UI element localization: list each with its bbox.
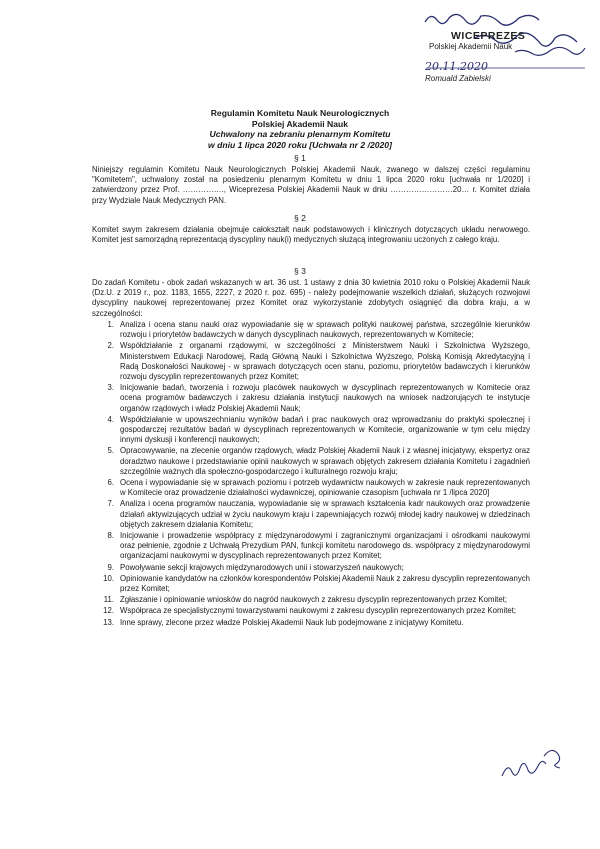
list-item: 5. Opracowywanie, na zlecenie organów rządowych, władz Polskiej Akademii Nauk i z własnej inicjatywy, ekspertyz oraz doradztwo naukowe i przedstawianie opinii naukowych w sprawach objętych zakresem działania Komitetu i zagadnień szczególnie ważnych dla społeczno-gospodarczego i kulturalnego rozwoju kraju; <box>107 446 530 476</box>
margin-initials-signature <box>498 742 568 782</box>
list-item: 6. Ocena i wypowiadanie się w sprawach poziomu i potrzeb wydawnictw naukowych w zakresie nauk reprezentowanych w Komitecie oraz prowadzenie działalności wydawniczej, opiniowanie czasopism [uchwała nr 1 /lipca 2020] <box>107 478 530 498</box>
list-item: 2. Współdziałanie z organami rządowymi, w szczególności z Ministerstwem Nauki i Szkolnictwa Wyższego, Ministerstwem Edukacji Narodowej, Radą Główną Nauki i Szkolnictwa Wyższego, Polską Komisją Akredytacyjną i Radą Doskonałości Naukowej - w sprawach dotyczących ocen stanu, poziomu, priorytetów badawczych i kierunków rozwoju dyscyplin reprezentowanych przez Komitet; <box>107 341 530 382</box>
list-item: 4. Współdziałanie w upowszechnianiu wyników badań i prac naukowych oraz wprowadzaniu do praktyki społecznej i gospodarczej rezultatów badań w dyscyplinach reprezentowanych w Komitecie, organizowanie w tym celu między innymi dyskusji i konferencji naukowych; <box>107 414 530 445</box>
list-item: 3. Inicjowanie badań, tworzenia i rozwoju placówek naukowych w dyscyplinach reprezentowanych w Komitecie oraz ocena programów badawczych i zakresu działania instytucji naukowych na wniosek nadzorujących te instytucje organów rządowych i władz Polskiej Akademii Nauk; <box>107 383 530 413</box>
heading-line-1: Regulamin Komitetu Nauk Neurologicznych <box>210 108 390 118</box>
section-3-title: § 3 <box>294 266 306 276</box>
stamp-organization: Polskiej Akademii Nauk <box>429 42 513 51</box>
heading-line-4: w dniu 1 lipca 2020 roku [Uchwała nr 2 /2020] <box>208 139 392 150</box>
stamp-date: 20.11.2020 <box>425 60 488 73</box>
stamp-title: WICEPREZES <box>451 30 526 42</box>
section-2-text: Komitet swym zakresem działania obejmuje całokształt nauk podstawowych i klinicznych dotyczących układu nerwowego. Komitet jest samorządną reprezentacją dyscypliny nauk(i) medycznych służącą integrowaniu uczonych z całego kraju. <box>92 225 530 245</box>
list-item: 10. Opiniowanie kandydatów na członków korespondentów Polskiej Akademii Nauk z zakresu dyscyplin reprezentowanych przez Komitet; <box>103 573 530 594</box>
list-item: 7. Analiza i ocena programów nauczania, wypowiadanie się w sprawach kształcenia kadr naukowych oraz prowadzenie działań aktywizujących udział w życiu naukowym kraju i zapewniających rozwój młodej kadry naukowej w dziedzinach objętych zakresem działania Komitetu; <box>107 499 530 529</box>
stamp-signatory-name: Romuald Zabielski <box>425 74 491 83</box>
list-item: 11. Zgłaszanie i opiniowanie wniosków do nagród naukowych z zakresu dyscyplin reprezentowanych przez Komitet; <box>103 595 508 605</box>
list-item: 1. Analiza i ocena stanu nauki oraz wypowiadanie się w sprawach polityki naukowej państwa, szczególnie kierunków rozwoju i priorytetów badawczych w danych dyscyplinach naukowych, reprezentowanych w Komitecie; <box>107 320 530 340</box>
list-item: 8. Inicjowanie i prowadzenie współpracy z międzynarodowymi i zagranicznymi organizacjami i ośrodkami naukowymi oraz pełnienie, zgodnie z Uchwałą Prezydium PAN, funkcji komitetu narodowego ds. współpracy z międzynarodowymi organizacjami naukowymi w dyscyplinach reprezentowanych przez Komitet; <box>107 531 530 561</box>
section-1-title: § 1 <box>294 153 306 163</box>
heading-line-3: Uchwalony na zebraniu plenarnym Komitetu <box>209 129 391 139</box>
section-1-text: Niniejszy regulamin Komitetu Nauk Neurologicznych Polskiej Akademii Nauk, zwanego w dalszej części regulaminu "Komitetem", uchwalony został na posiedzeniu plenarnym Komitetu w dniu 1 lipca 2020 roku [uchwała nr 1/2020] i zatwierdzony przez Prof. ……………., Wiceprezesa Polskiej Akademii Nauk w dniu ……………………20… r. Komitet działa przy Wydziale Nauk Medycznych PAN. <box>92 165 530 205</box>
section-3-text: Do zadań Komitetu - obok zadań wskazanych w art. 36 ust. 1 ustawy z dnia 30 kwietnia 2010 roku o Polskiej Akademii Nauk (Dz.U. z 2019 r., poz. 1183, 1655, 2227, z 2020 r. poz. 695) - należy podejmowanie wszelkich działań, służących rozwojowi dyscypliny naukowej reprezentowanej przez Komitet oraz wykorzystanie zdobytych osiągnięć dla dobra kraju, a w szczególności: <box>92 278 530 318</box>
tasks-list <box>92 320 530 629</box>
list-item: 9. Powoływanie sekcji krajowych międzynarodowych unii i stowarzyszeń naukowych; <box>107 562 404 572</box>
approval-stamp <box>415 8 595 88</box>
section-2-title: § 2 <box>294 213 306 223</box>
heading-line-2: Polskiej Akademii Nauk <box>251 118 349 129</box>
list-item: 13. Inne sprawy, zlecone przez władze Polskiej Akademii Nauk lub podejmowane z inicjatywy Komitetu. <box>103 617 464 627</box>
list-item: 12. Współpraca ze specjalistycznymi towarzystwami naukowymi z zakresu dyscyplin reprezentowanych przez Komitet; <box>103 606 517 616</box>
document-heading <box>0 108 600 150</box>
